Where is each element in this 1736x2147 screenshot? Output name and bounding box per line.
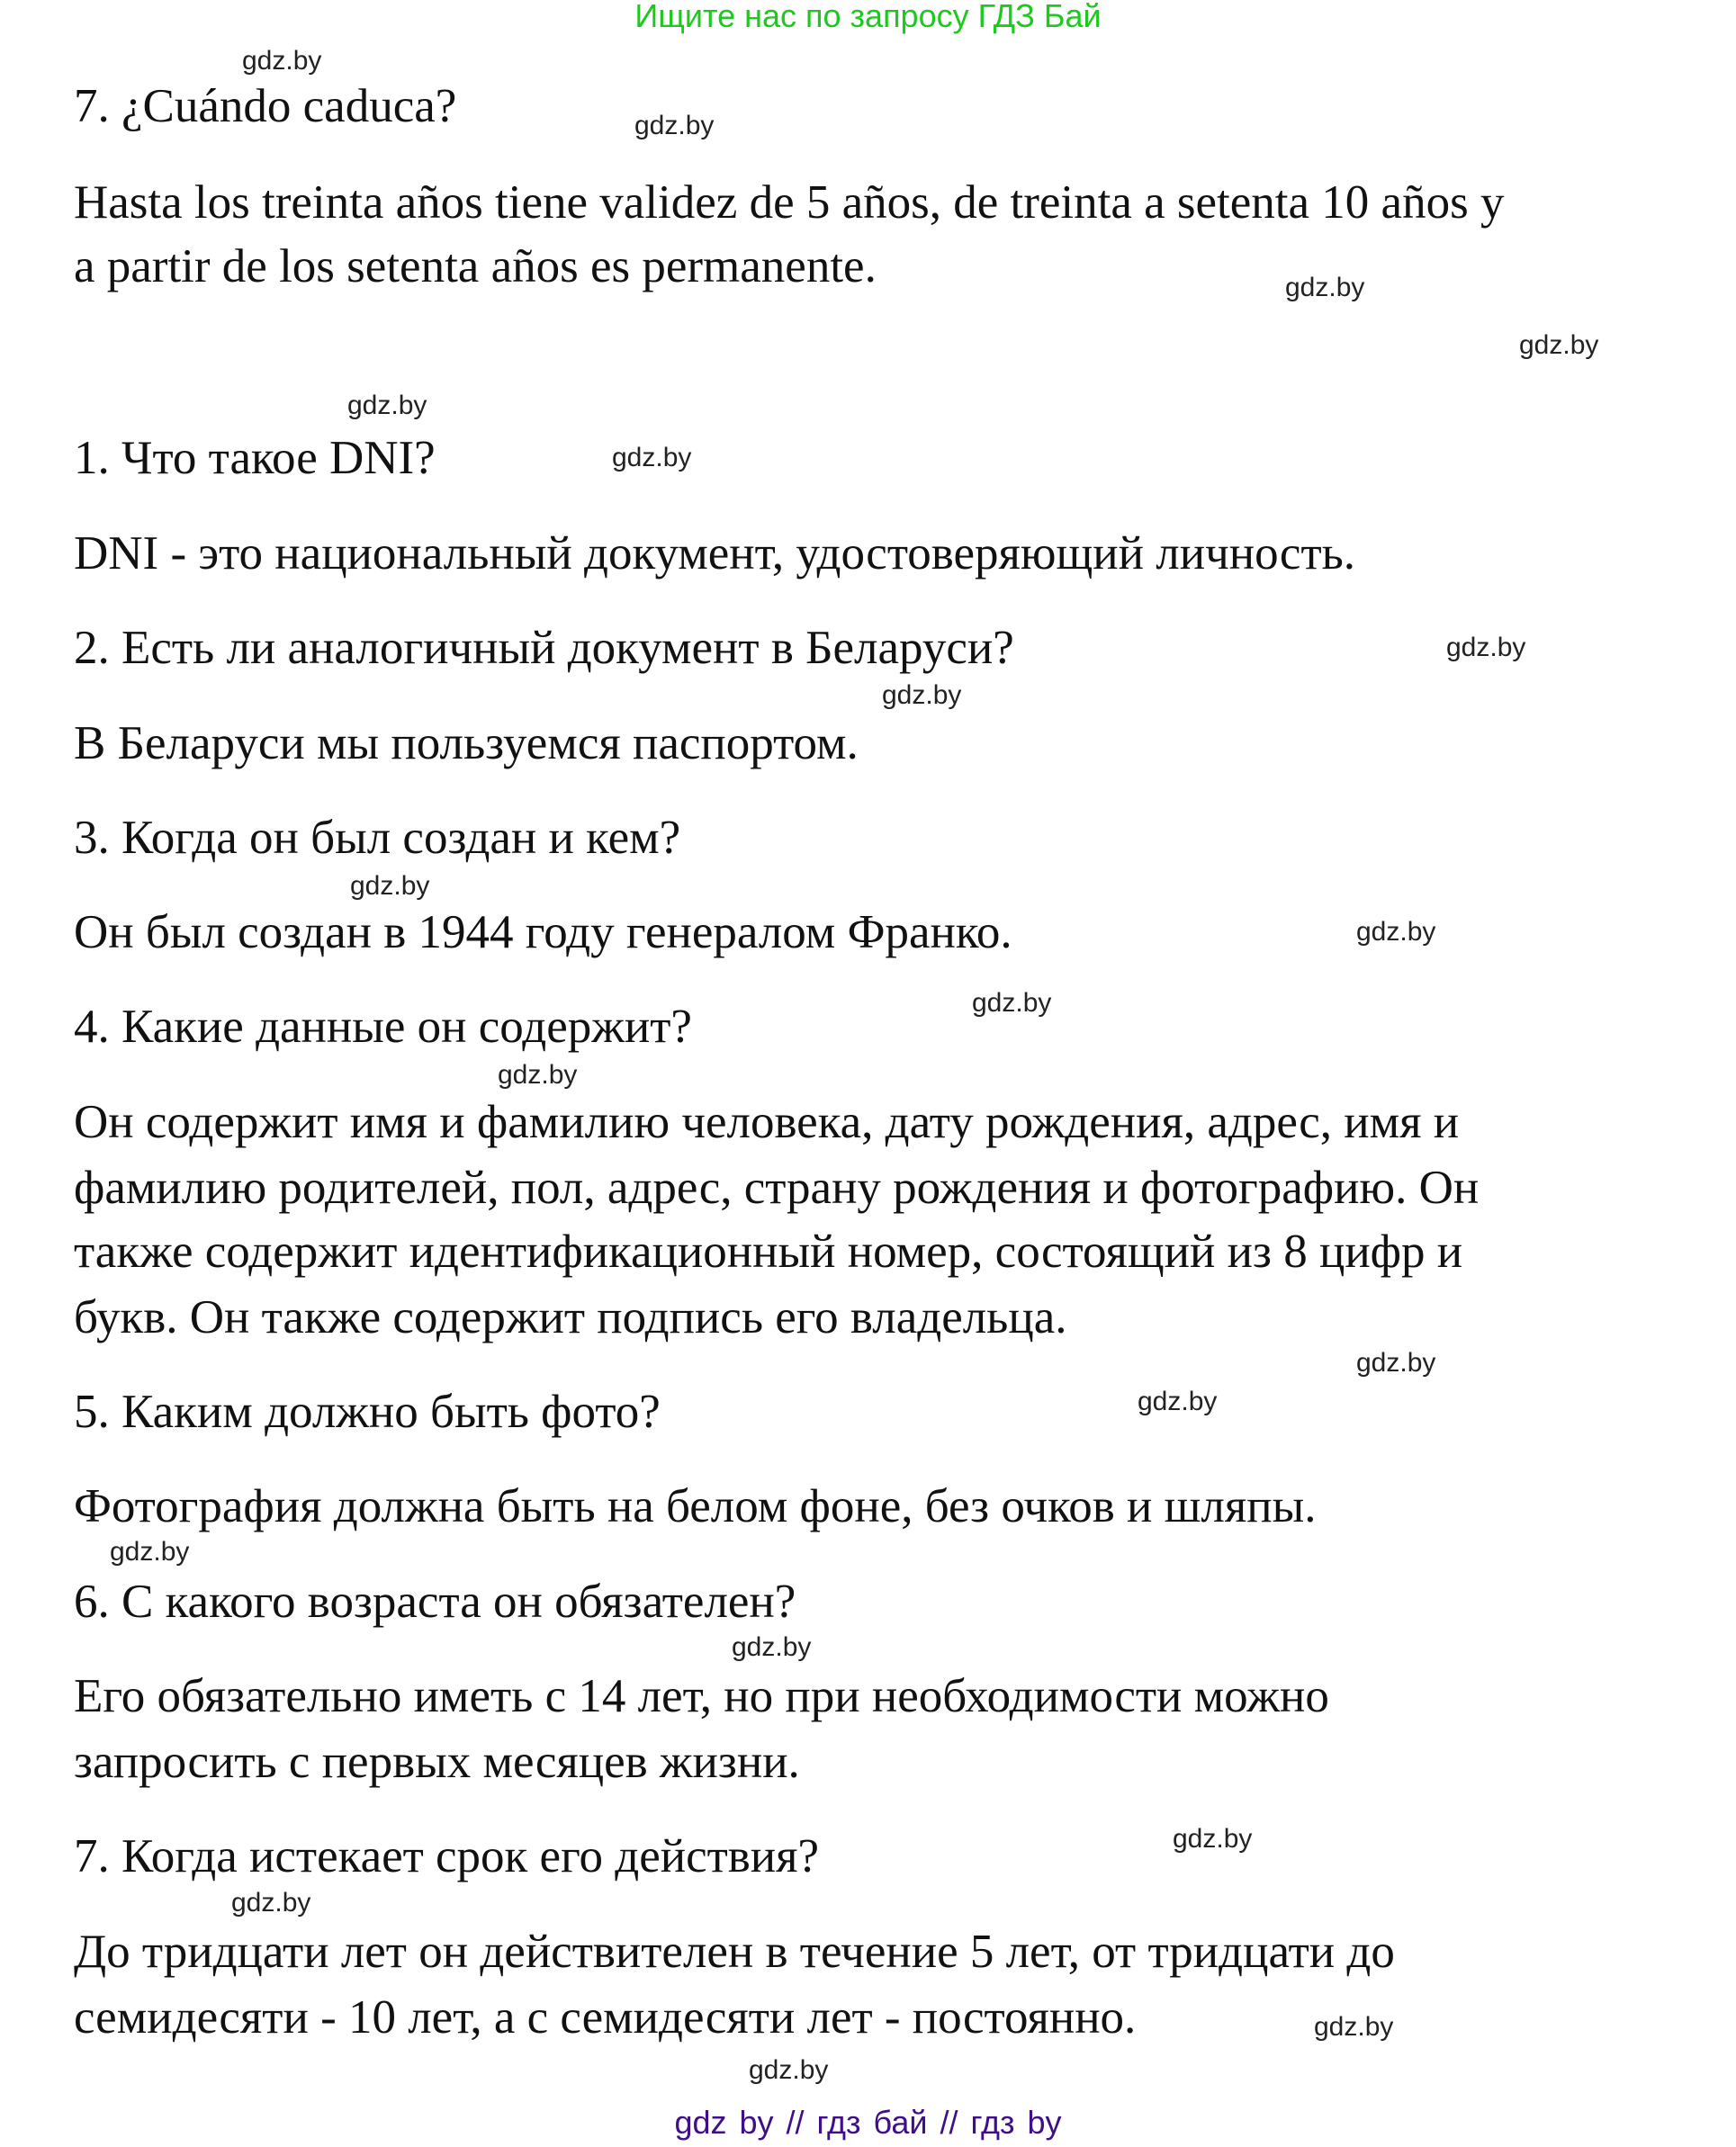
watermark: gdz.by (1173, 1824, 1253, 1854)
watermark: gdz.by (732, 1632, 812, 1662)
search-hint-banner: Ищите нас по запросу ГДЗ Бай (634, 0, 1102, 34)
answer-text: Его обязательно иметь с 14 лет, но при необходимости можно (74, 1670, 1329, 1722)
question-heading: 6. С какого возраста он обязателен? (74, 1576, 796, 1628)
watermark: gdz.by (498, 1060, 578, 1090)
answer-text: Он был создан в 1944 году генералом Франко. (74, 906, 1012, 958)
answer-text: DNI - это национальный документ, удостоверяющий личность. (74, 527, 1356, 579)
question-heading: 3. Когда он был создан и кем? (74, 812, 681, 864)
watermark: gdz.by (749, 2055, 829, 2085)
answer-text: запросить с первых месяцев жизни. (74, 1736, 800, 1788)
watermark: gdz.by (350, 871, 430, 901)
watermark: gdz.by (242, 46, 322, 76)
answer-text: Hasta los treinta años tiene validez de 5 años, de treinta a setenta 10 años y (74, 176, 1505, 229)
answer-text: также содержит идентификационный номер, состоящий из 8 цифр и (74, 1226, 1463, 1278)
question-heading: 2. Есть ли аналогичный документ в Беларуси? (74, 622, 1014, 674)
answer-text: Фотография должна быть на белом фоне, без очков и шляпы. (74, 1480, 1317, 1532)
watermark: gdz.by (612, 443, 692, 472)
answer-text: семидесяти - 10 лет, а с семидесяти лет - постоянно. (74, 1991, 1137, 2044)
footer-links[interactable]: gdz by // гдз бай // гдз by (674, 2104, 1062, 2141)
watermark: gdz.by (1285, 273, 1365, 302)
watermark: gdz.by (1519, 330, 1599, 360)
watermark: gdz.by (634, 111, 715, 140)
watermark: gdz.by (1138, 1387, 1218, 1416)
watermark: gdz.by (1356, 1348, 1436, 1378)
question-heading: 7. ¿Cuándo caduca? (74, 80, 457, 132)
question-heading: 7. Когда истекает срок его действия? (74, 1830, 820, 1882)
answer-text: a partir de los setenta años es permanente. (74, 240, 877, 292)
answer-text: До тридцати лет он действителен в течение 5 лет, от тридцати до (74, 1926, 1395, 1978)
watermark: gdz.by (1356, 917, 1436, 947)
question-heading: 1. Что такое DNI? (74, 432, 436, 484)
watermark: gdz.by (882, 680, 962, 710)
answer-text: В Беларуси мы пользуемся паспортом. (74, 717, 859, 769)
answer-text: букв. Он также содержит подпись его владельца. (74, 1291, 1067, 1343)
question-heading: 5. Каким должно быть фото? (74, 1386, 661, 1438)
watermark: gdz.by (1314, 2012, 1394, 2042)
watermark: gdz.by (1446, 633, 1526, 662)
answer-text: Он содержит имя и фамилию человека, дату рождения, адрес, имя и (74, 1096, 1460, 1148)
watermark: gdz.by (347, 391, 427, 420)
question-heading: 4. Какие данные он содержит? (74, 1001, 692, 1053)
answer-text: фамилию родителей, пол, адрес, страну рождения и фотографию. Он (74, 1162, 1480, 1214)
watermark: gdz.by (110, 1537, 190, 1567)
watermark: gdz.by (231, 1888, 311, 1918)
watermark: gdz.by (972, 988, 1052, 1018)
